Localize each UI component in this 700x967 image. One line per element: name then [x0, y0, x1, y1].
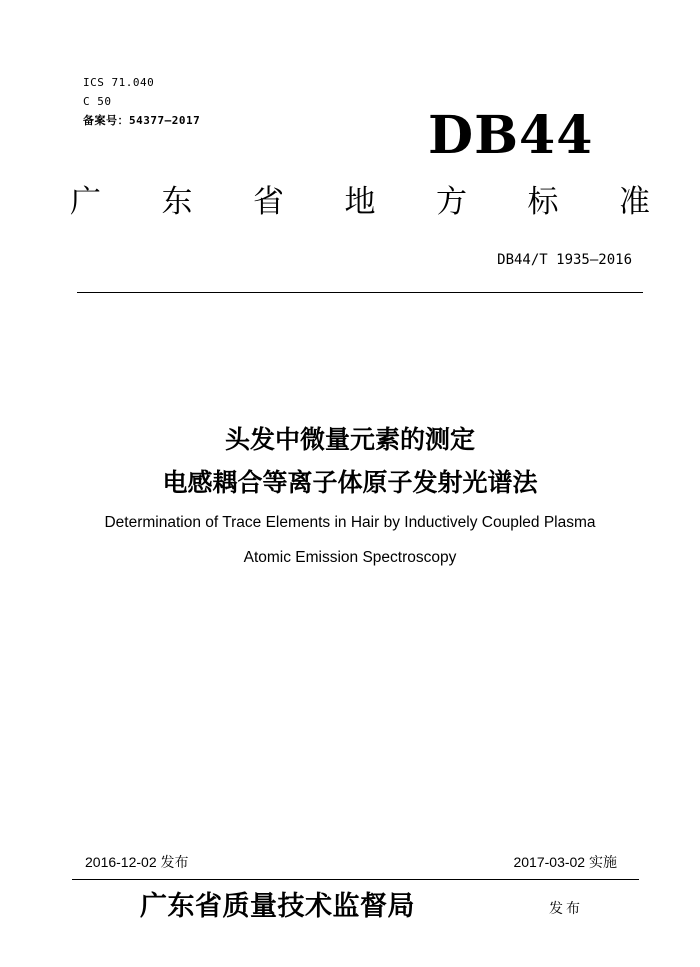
ics-code: ICS 71.040 — [83, 76, 155, 89]
standard-type-char: 方 — [436, 184, 467, 220]
implementation-date: 2017-03-02 实施 — [513, 854, 617, 870]
title-chinese-line-2: 电感耦合等离子体原子发射光谱法 — [162, 468, 538, 497]
title-chinese-line-1: 头发中微量元素的测定 — [224, 425, 475, 454]
publish-label: 发布 — [549, 901, 583, 917]
standard-type-char: 省 — [253, 184, 284, 220]
filing-number: 备案号：54377—2017 — [83, 114, 201, 127]
standard-type-char: 标 — [527, 184, 559, 220]
standard-type-heading — [70, 182, 650, 222]
issue-date: 2016-12-02 发布 — [85, 854, 189, 870]
standard-number: DB44/T 1935—2016 — [497, 252, 632, 268]
standard-type-char: 准 — [619, 184, 650, 220]
standard-brand-logo: DB44 — [428, 105, 594, 166]
issuing-authority: 广东省质量技术监督局 — [140, 891, 415, 922]
header-divider — [77, 292, 643, 293]
standard-type-char: 广 — [70, 184, 101, 220]
standard-type-char: 地 — [344, 184, 376, 220]
title-english-line-2: Atomic Emission Spectroscopy — [243, 549, 457, 566]
footer-divider — [72, 879, 639, 880]
standard-type-char: 东 — [161, 184, 193, 220]
ccs-code: C 50 — [83, 95, 112, 108]
title-english-line-1: Determination of Trace Elements in Hair by Inductively Coupled Plasma — [104, 514, 596, 531]
